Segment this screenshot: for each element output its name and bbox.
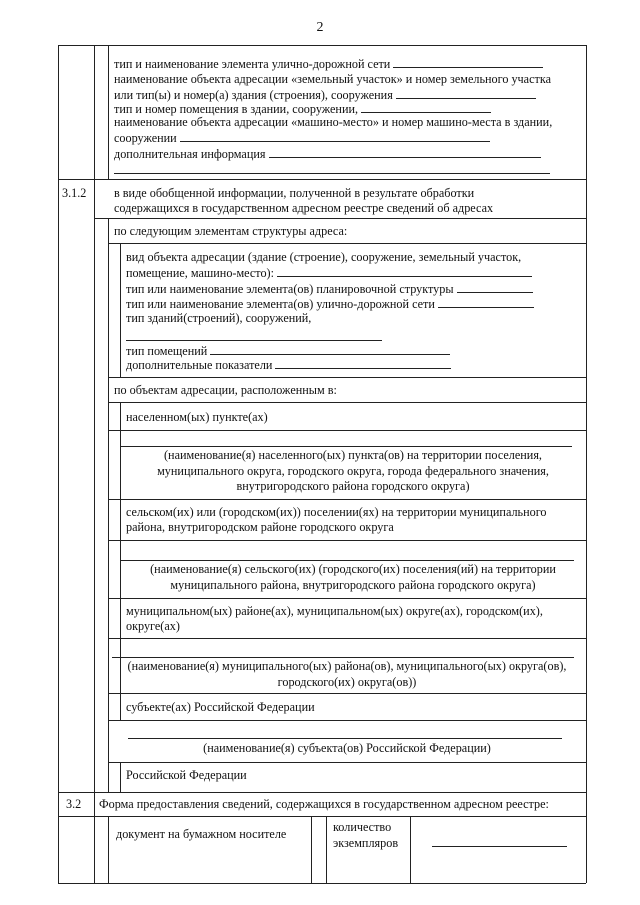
block1-line2: наименование объекта адресации «земельный участок» и номер земельного участка [114, 72, 551, 86]
row-divider [94, 218, 586, 219]
row-divider [108, 638, 586, 639]
block1-blank-line [114, 173, 550, 174]
row-divider [108, 402, 586, 403]
page-number: 2 [316, 20, 324, 35]
table-right-border [586, 45, 587, 883]
structure-line3: тип или наименование элемента(ов) планировочной структуры [126, 281, 533, 298]
muni-blank-line [112, 657, 574, 658]
rural-label-line1: сельском(их) или (городском(их)) поселении(ях) на территории муниципального [126, 505, 547, 519]
paper-document-label: документ на бумажном носителе [116, 827, 287, 841]
table-left-border [58, 45, 59, 883]
structure-line7: дополнительные показатели [126, 357, 451, 374]
row-divider [108, 540, 586, 541]
copies-count-field[interactable] [432, 846, 567, 847]
row-divider [58, 816, 586, 817]
block1-line6: сооружении [114, 130, 490, 147]
row-divider [58, 792, 586, 793]
subject-label: субъекте(ах) Российской Федерации [126, 700, 315, 714]
subject-note: (наименование(я) субъекта(ов) Российской Федерации) [203, 741, 491, 755]
settlement-label: населенном(ых) пункте(ах) [126, 410, 268, 424]
paper-cell-border [311, 816, 312, 883]
muni-note: (наименование(я) муниципального(ых) района(ов), муниципального(ых) округа(ов), городского(их) округа(ов)) [127, 659, 567, 689]
structure-line5: тип зданий(строений), сооружений, [126, 311, 312, 325]
count-check-border [326, 816, 327, 883]
row-divider [108, 598, 586, 599]
rural-note: (наименование(я) сельского(их) (городского(их) поселения(ий) на территории муниципального района, внутригородского района городского округа) [150, 562, 556, 592]
structure-heading: по следующим элементам структуры адреса: [114, 224, 348, 238]
muni-label-line1: муниципальном(ых) районе(ах), муниципальном(ых) округе(ах), городском(их), [126, 604, 543, 618]
indent-col-divider-2 [108, 218, 109, 792]
row-divider [108, 499, 586, 500]
row-divider [108, 693, 586, 694]
row-divider [108, 377, 586, 378]
row-divider [108, 430, 586, 431]
indent-col-divider-1 [108, 45, 109, 179]
structure-inner-border [120, 243, 121, 377]
structure-line6: тип помещений [126, 343, 450, 360]
structure-line1: вид объекта адресации (здание (строение), сооружение, земельный участок, [126, 250, 522, 264]
settlement-blank-line [120, 446, 572, 447]
checkbox-cell-border [108, 816, 109, 883]
muni-label-line2: округе(ах) [126, 619, 180, 633]
rural-label-line2: района, внутригородском районе городского округа [126, 520, 394, 534]
structure-line2: помещение, машино-место): [126, 265, 532, 282]
num-col-divider [94, 45, 95, 883]
block1-line4: тип и номер помещения в здании, сооружении, [114, 101, 491, 118]
copies-count-label: количество экземпляров [333, 820, 399, 850]
structure-line4: тип или наименование элемента(ов) улично-дорожной сети [126, 296, 534, 313]
count-label-border [410, 816, 411, 883]
block1-line5: наименование объекта адресации «машино-место» и номер машино-места в здании, [114, 115, 553, 129]
structure-blank-line [126, 340, 382, 341]
settlement-note: (наименование(я) населенного(ых) пункта(ов) на территории поселения, муниципального округа, городского округа, города федерального значения, внутригородского района городского округа) [157, 448, 549, 493]
rf-inner-border [120, 762, 121, 792]
table-top-border [58, 45, 586, 46]
section-3-1-2-number: 3.1.2 [62, 186, 87, 200]
subject-blank-line [128, 738, 562, 739]
objects-heading: по объектам адресации, расположенным в: [114, 383, 337, 397]
rural-blank-line [120, 560, 574, 561]
section-3-2-text: Форма предоставления сведений, содержащихся в государственном адресном реестре: [99, 797, 549, 811]
section-3-2-number: 3.2 [66, 797, 82, 811]
row-divider [58, 179, 586, 180]
section-3-1-2-line1: в виде обобщенной информации, полученной в результате обработки [114, 186, 475, 200]
rf-label: Российской Федерации [126, 768, 247, 782]
table-bottom-border [58, 883, 586, 884]
row-divider [108, 720, 586, 721]
row-divider [108, 243, 586, 244]
block1-line3: или тип(ы) и номер(а) здания (строения), сооружения [114, 87, 536, 104]
section-3-1-2-line2: содержащихся в государственном адресном реестре сведений об адресах [114, 201, 494, 215]
row-divider [108, 762, 586, 763]
block1-line7: дополнительная информация [114, 146, 541, 163]
block1-line1: тип и наименование элемента улично-дорожной сети [114, 56, 543, 73]
